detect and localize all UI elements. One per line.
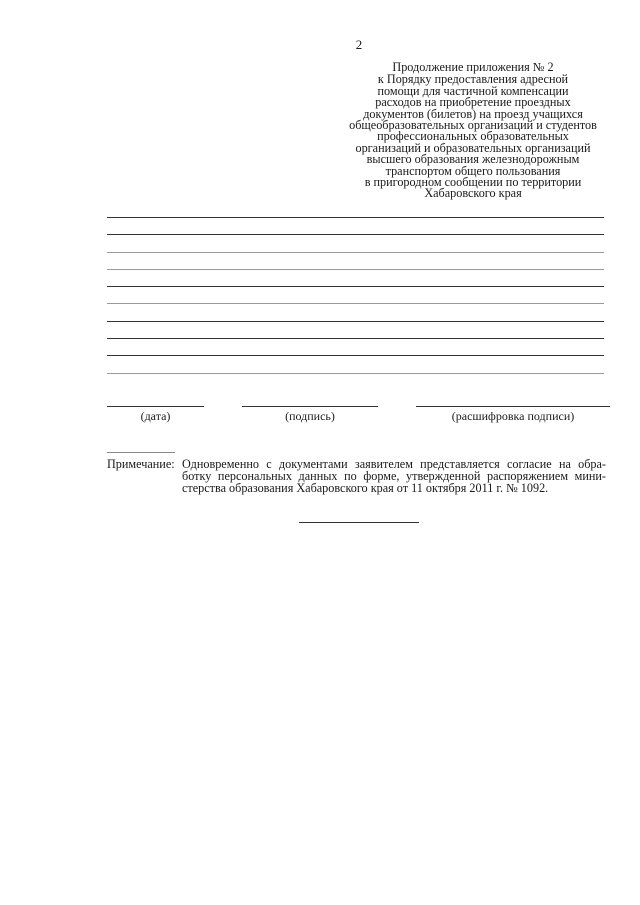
appendix-reference (338, 74, 608, 199)
date-label: (дата) (140, 409, 171, 423)
note-label: Примечание: (107, 457, 175, 471)
blank-line[interactable] (107, 269, 604, 270)
blank-line[interactable] (107, 217, 604, 218)
signature-line[interactable] (242, 406, 378, 407)
blank-line[interactable] (107, 321, 604, 322)
blank-entry-lines (107, 217, 604, 390)
appendix-line: транспортом общего пользования (385, 163, 561, 178)
blank-line[interactable] (107, 373, 604, 374)
blank-line[interactable] (107, 286, 604, 287)
note-line: стерства образования Хабаровского края от 11 октября 2011 г. № 1092. (182, 481, 549, 495)
appendix-line: организаций и образовательных организаций (355, 140, 591, 155)
note-separator (107, 452, 175, 453)
appendix-line: высшего образования железнодорожным (366, 152, 580, 167)
appendix-line: общеобразовательных организаций и студентов (349, 118, 597, 133)
note-line: ботку персональных данных по форме, утвержденной распоряжением мини- (182, 469, 606, 483)
appendix-line: документов (билетов) на проезд учащихся (363, 106, 583, 121)
date-line[interactable] (107, 406, 204, 407)
appendix-title: Продолжение приложения № 2 (392, 60, 554, 74)
blank-line[interactable] (107, 252, 604, 253)
note-text (182, 458, 606, 494)
appendix-line: Хабаровского края (424, 186, 522, 201)
note-line: Одновременно с документами заявителем представляется согласие на обра- (182, 457, 606, 471)
signature-decoding-label: (расшифровка подписи) (451, 409, 575, 423)
appendix-line: помощи для частичной компенсации (377, 83, 569, 98)
appendix-line: в пригородном сообщении по территории (364, 175, 582, 190)
signature-label: (подпись) (285, 409, 335, 423)
signature-decoding-line[interactable] (416, 406, 610, 407)
appendix-header (338, 62, 608, 200)
blank-line[interactable] (107, 303, 604, 304)
page-number: 2 (355, 37, 363, 52)
blank-line[interactable] (107, 355, 604, 356)
blank-line[interactable] (107, 234, 604, 235)
blank-line[interactable] (107, 338, 604, 339)
appendix-line: профессиональных образовательных (377, 129, 569, 144)
end-of-document-rule (299, 522, 419, 523)
appendix-line: к Порядку предоставления адресной (377, 72, 569, 87)
appendix-line: расходов на приобретение проездных (375, 95, 571, 110)
